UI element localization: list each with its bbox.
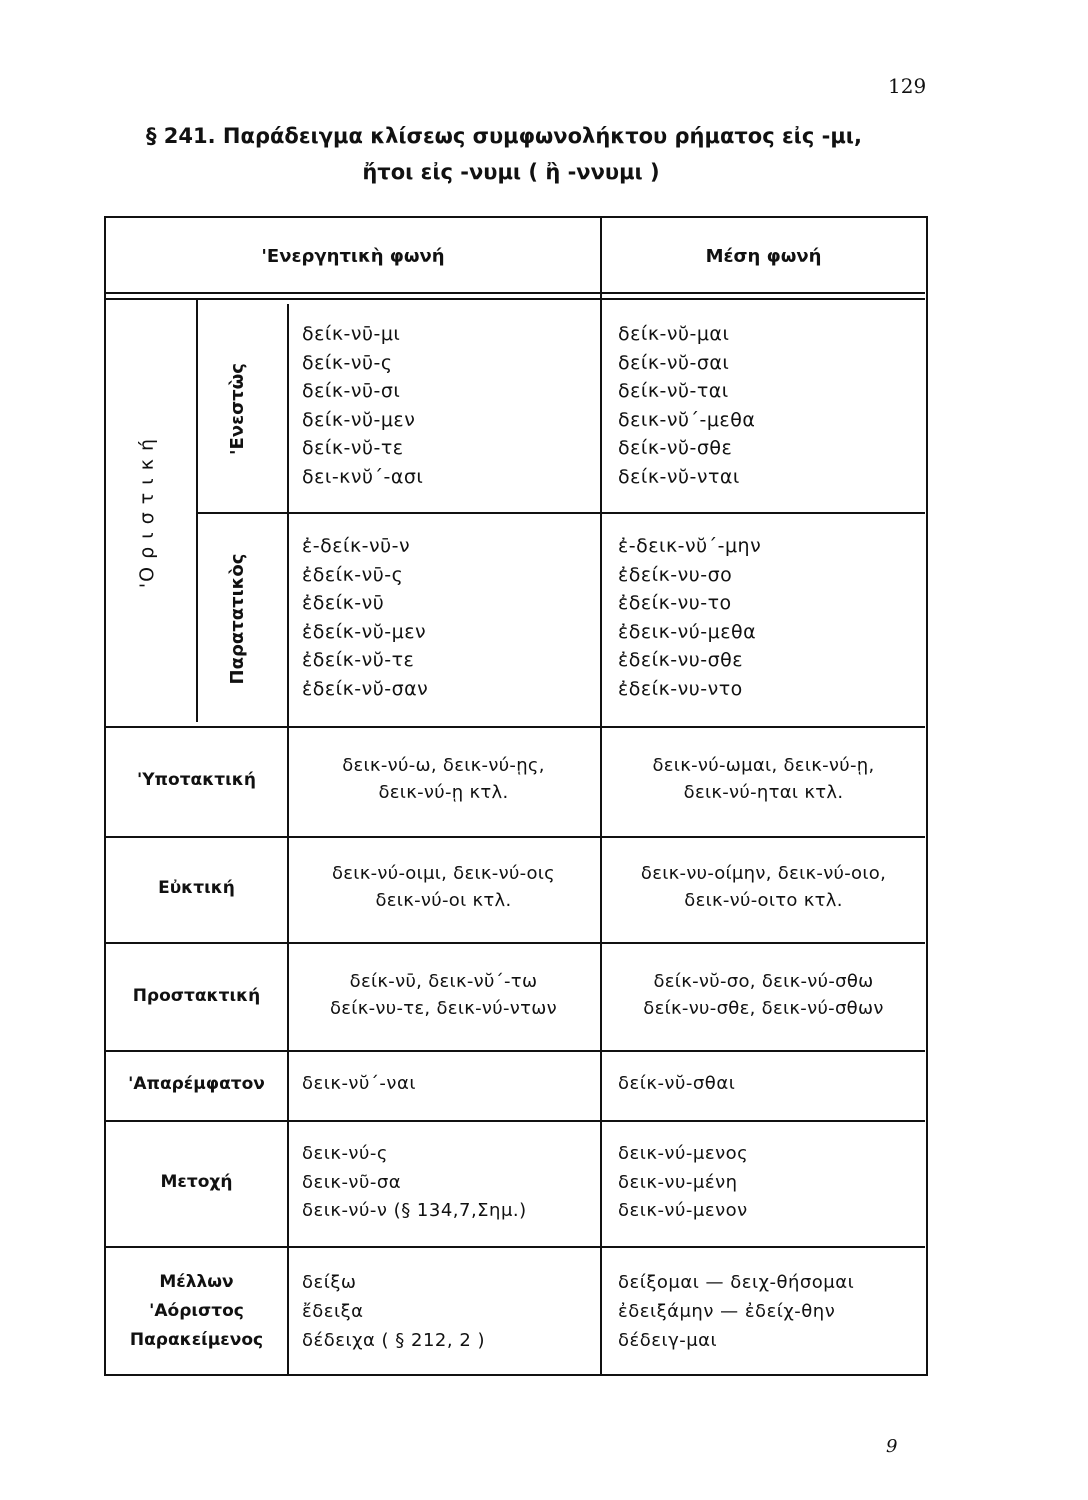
- form: ἐδείκ-νυ-ντο: [618, 677, 743, 700]
- form: δεικ-νύ-ω, δεικ-νύ-ῃς,: [342, 755, 545, 776]
- form: δείκ-νῠ-μαι: [618, 323, 730, 345]
- form: δεικ-νῠ΄-μεθα: [618, 408, 756, 431]
- tense-label-paratatikos: Παρατατικὸς: [227, 553, 248, 685]
- form: δείκ-νῡ-μι: [302, 323, 401, 345]
- form: δείκ-νῠ-τε: [302, 437, 404, 459]
- form: ἐδείκ-νῡ: [302, 592, 385, 614]
- form: δέδειγ-μαι: [618, 1330, 718, 1351]
- form: δεικ-νύ-ωμαι, δεικ-νύ-ῃ,: [652, 755, 875, 776]
- row-label-other-tenses: [106, 1268, 287, 1355]
- form: δέδειχα ( § 212, 2 ): [302, 1330, 486, 1351]
- form: δεικ-νύ-ς: [302, 1143, 388, 1164]
- form: δεικ-νύ-οιμι, δεικ-νύ-οις: [331, 863, 556, 884]
- form: ἐδείκ-νῠ-μεν: [302, 620, 427, 643]
- form: ἐδείκ-νυ-σθε: [618, 649, 744, 671]
- form: δεικ-νῦ-σα: [302, 1171, 402, 1193]
- row-separator: [106, 1050, 925, 1052]
- prostaktiki-middle: [602, 968, 925, 1022]
- form: ἐδεικ-νύ-μεθα: [618, 620, 757, 643]
- form: ἐδειξάμην — ἐδείχ-θην: [618, 1301, 836, 1322]
- form: ἐδείκ-νῡ-ς: [302, 563, 404, 586]
- form: δείκ-νῡ-ς: [302, 351, 393, 374]
- section-heading: [146, 124, 906, 184]
- row-label-prostaktiki: Προστακτική: [132, 986, 261, 1006]
- label-aoristos: 'Αόριστος: [149, 1301, 244, 1321]
- metochi-active: [302, 1140, 527, 1226]
- form: δείκ-νῡ-σι: [302, 380, 401, 402]
- form: δεικ-νύ-ῃ κτλ.: [378, 782, 509, 803]
- signature-mark: 9: [886, 1436, 898, 1457]
- metochi-middle: [618, 1140, 748, 1226]
- other-tenses-active: [302, 1268, 485, 1355]
- row-separator: [106, 836, 925, 838]
- prostaktiki-active: [287, 968, 600, 1022]
- form: ἔδειξα: [302, 1301, 364, 1322]
- euktiki-active: [287, 860, 600, 914]
- conjugation-table: [104, 216, 928, 1376]
- header-divider-2: [106, 298, 925, 300]
- aparemfaton-middle: δείκ-νῠ-σθαι: [618, 1073, 736, 1094]
- tense-separator: [198, 512, 925, 514]
- form: ἐ-δεικ-νῠ΄-μην: [618, 535, 762, 557]
- row-separator: [106, 726, 925, 728]
- form: δείκ-νῠ-σαι: [618, 351, 730, 374]
- aparemfaton-active: δεικ-νῠ΄-ναι: [302, 1073, 416, 1094]
- form: ἐδείκ-νῠ-σαν: [302, 677, 429, 700]
- row-separator: [106, 1246, 925, 1248]
- form: δείκ-νῠ-νται: [618, 465, 740, 488]
- form: δείξομαι — δειχ-θήσομαι: [618, 1272, 855, 1293]
- header-middle-voice: Μέση φωνή: [705, 246, 822, 267]
- header-divider: [106, 292, 925, 294]
- label-mellon: Μέλλων: [159, 1272, 234, 1292]
- tense-divider: [287, 304, 289, 726]
- mood-divider: [196, 298, 198, 722]
- form: δείκ-νῠ-σθε: [618, 437, 733, 459]
- form: δείκ-νῠ-ται: [618, 380, 729, 402]
- other-tenses-middle: [618, 1268, 854, 1355]
- ypotaktiki-middle: [602, 752, 925, 806]
- form: δεικ-νύ-μενον: [618, 1200, 748, 1221]
- form: δείξω: [302, 1272, 357, 1293]
- form: δεικ-νύ-μενος: [618, 1143, 749, 1164]
- mood-label-oristiki: 'Ο ρ ι σ τ ι κ ή: [136, 437, 158, 589]
- row-label-euktiki: Εὐκτική: [158, 878, 235, 898]
- form: δεικ-νύ-ηται κτλ.: [683, 782, 844, 803]
- form: δείκ-νυ-σθε, δεικ-νύ-σθων: [643, 998, 884, 1019]
- row-separator: [106, 1120, 925, 1122]
- form: δει-κνῠ΄-ασι: [302, 465, 424, 488]
- form: δείκ-νῠ-μεν: [302, 408, 416, 431]
- form: δεικ-νύ-ν (§ 134,7,Σημ.): [302, 1200, 527, 1221]
- form: δείκ-νυ-τε, δεικ-νύ-ντων: [329, 998, 558, 1019]
- paratatikos-active-forms: [302, 532, 428, 703]
- header-active-voice: 'Ενεργητικὴ φωνή: [261, 246, 445, 267]
- tense-label-enestos: 'Ενεστὼς: [227, 363, 248, 455]
- paratatikos-middle-forms: [618, 532, 761, 703]
- form: δεικ-νυ-οίμην, δεικ-νύ-οιο,: [640, 863, 887, 884]
- row-label-aparemfaton: 'Απαρέμφατον: [128, 1074, 265, 1094]
- form: δεικ-νύ-οιτο κτλ.: [684, 890, 843, 911]
- euktiki-middle: [602, 860, 925, 914]
- enestos-middle-forms: [618, 320, 755, 491]
- row-label-metochi: Μετοχή: [160, 1172, 233, 1192]
- heading-line-2: ἤτοι εἰς -νυμι ( ἢ -ννυμι ): [362, 160, 660, 184]
- form: ἐδείκ-νυ-σο: [618, 563, 733, 586]
- form: ἐ-δείκ-νῡ-ν: [302, 535, 411, 557]
- enestos-active-forms: [302, 320, 423, 491]
- form: ἐδείκ-νῠ-τε: [302, 649, 415, 671]
- row-separator: [106, 942, 925, 944]
- form: δείκ-νῡ, δεικ-νῠ΄-τω: [349, 971, 538, 992]
- page-number: 129: [888, 74, 927, 98]
- ypotaktiki-active: [287, 752, 600, 806]
- label-parakeimenos: Παρακείμενος: [129, 1330, 264, 1350]
- row-label-ypotaktiki: 'Υποτακτική: [137, 770, 256, 790]
- form: δεικ-νύ-οι κτλ.: [375, 890, 512, 911]
- form: δεικ-νυ-μένη: [618, 1171, 738, 1193]
- heading-line-1: § 241. Παράδειγμα κλίσεως συμφωνολήκτου ρήματος εἰς -μι,: [146, 124, 862, 148]
- form: ἐδείκ-νυ-το: [618, 592, 732, 614]
- form: δείκ-νῠ-σο, δεικ-νύ-σθω: [653, 971, 874, 992]
